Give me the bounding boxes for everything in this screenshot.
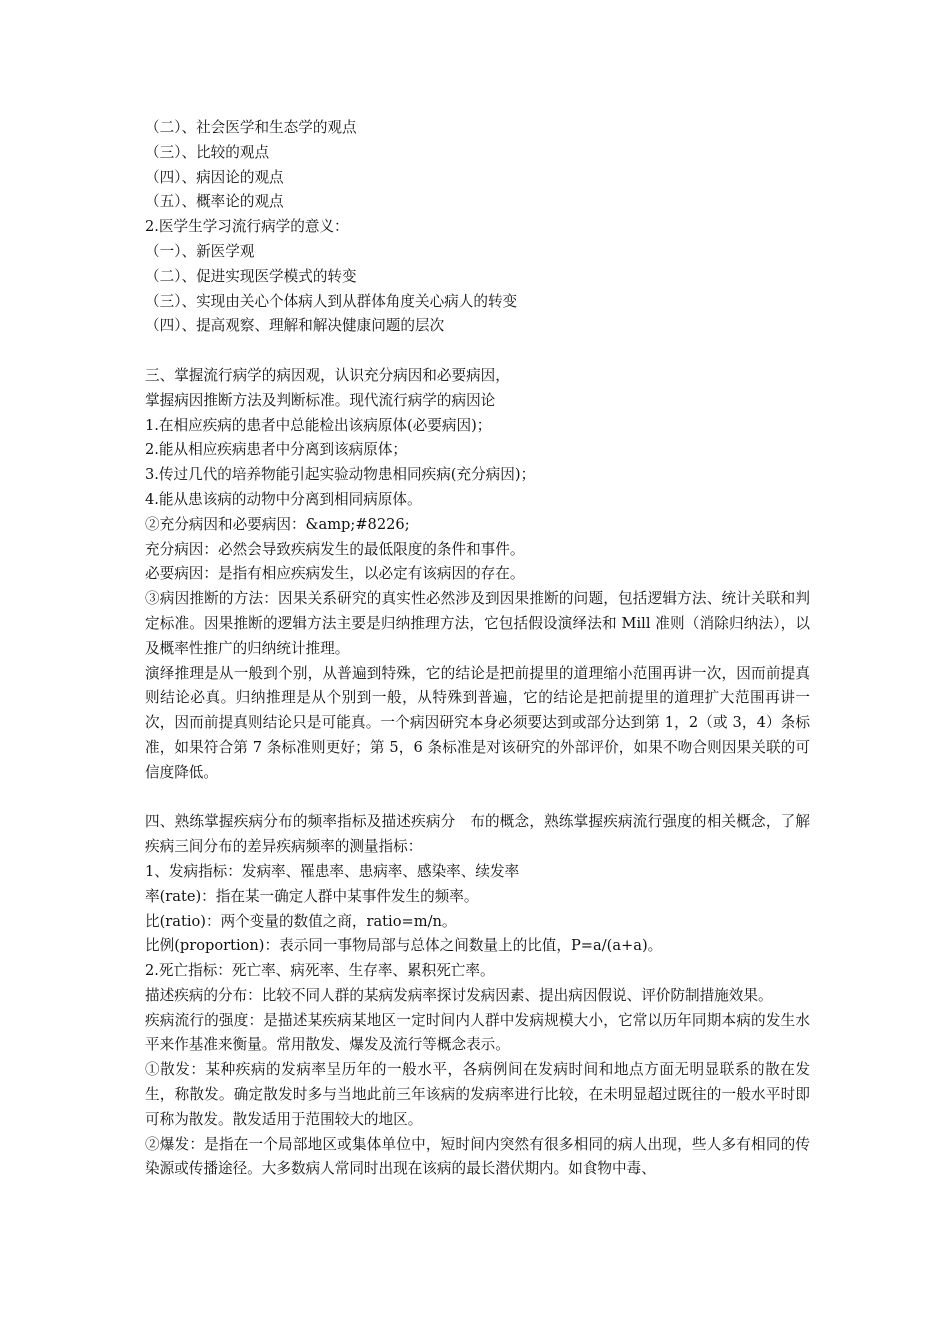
paragraph: 演绎推理是从一般到个别，从普遍到特殊，它的结论是把前提里的道理缩小范围再讲一次，因而前提真则结论必真。归纳推理是从个别到一般，从特殊到普遍，它的结论是把前提里的道理扩大范围再讲一次，因而前提真则结论只是可能真。一个病因研究本身必须要达到或部分达到第 1，2（或 3，4）条标准，如果符合第 7 条标准则更好；第 5，6 条标准是对该研究的外部评价，如果不吻合则因果关联的可信度降低。	[145, 664, 810, 781]
text-line: 4.能从患该病的动物中分离到相同病原体。	[145, 490, 422, 508]
text-line: 2.医学生学习流行病学的意义：	[145, 218, 349, 236]
paragraph: ③病因推断的方法：因果关系研究的真实性必然涉及到因果推断的问题，包括逻辑方法、统计关联和判定标准。因果推断的逻辑方法主要是归纳推理方法，它包括假设演绎法和 Mill 准则（消除归纳法），以及概率性推广的归纳统计推理。	[145, 590, 810, 657]
text-line: 1.在相应疾病的患者中总能检出该病原体(必要病因)；	[145, 416, 492, 434]
text-line: 必要病因：是指有相应疾病发生，以必定有该病因的存在。	[145, 565, 525, 583]
paragraph: 描述疾病的分布：比较不同人群的某病发病率探讨发病因素、提出病因假说、评价防制措施效果。	[145, 986, 773, 1004]
paragraph: ①散发：某种疾病的发病率呈历年的一般水平，各病例间在发病时间和地点方面无明显联系的散在发生，称散发。确定散发时多与当地此前三年该病的发病率进行比较，在未明显超过既往的一般水平时即可称为散发。散发适用于范围较大的地区。	[145, 1061, 810, 1128]
text-line: 比(ratio)：两个变量的数值之商，ratio=m/n。	[145, 912, 457, 930]
text-line: （三）、比较的观点	[145, 143, 270, 161]
section-heading: 掌握病因推断方法及判断标准。现代流行病学的病因论	[145, 391, 496, 409]
section-heading: 三、掌握流行病学的病因观，认识充分病因和必要病因，	[145, 366, 510, 384]
text-line: ②充分病因和必要病因：&amp;#8226;	[145, 515, 410, 533]
text-line: （四）、病因论的观点	[145, 168, 284, 186]
text-line: 率(rate)：指在某一确定人群中某事件发生的频率。	[145, 887, 479, 905]
text-line: （二）、促进实现医学模式的转变	[145, 267, 357, 285]
text-line: 充分病因：必然会导致疾病发生的最低限度的条件和事件。	[145, 540, 525, 558]
paragraph: 疾病流行的强度：是描述某疾病某地区一定时间内人群中发病规模大小，它常以历年同期本病的发生水平来作基准来衡量。常用散发、爆发及流行等概念表示。	[145, 1011, 810, 1054]
paragraph-gap	[145, 339, 810, 364]
text-line: 3.传过几代的培养物能引起实验动物患相同疾病(充分病因)；	[145, 466, 536, 484]
text-line: 2.能从相应疾病患者中分离到该病原体；	[145, 441, 408, 459]
text-line: （二）、社会医学和生态学的观点	[145, 119, 357, 136]
text-line: 1、发病指标：发病率、罹患率、患病率、感染率、续发率	[145, 862, 520, 880]
document-body	[145, 116, 810, 1182]
text-line: 比例(proportion)：表示同一事物局部与总体之间数量上的比值，P=a/(a+a)。	[145, 937, 663, 955]
text-line: 2.死亡指标：死亡率、病死率、生存率、累积死亡率。	[145, 962, 495, 980]
paragraph: ②爆发：是指在一个局部地区或集体单位中，短时间内突然有很多相同的病人出现，些人多有相同的传染源或传播途径。大多数病人常同时出现在该病的最长潜伏期内。如食物中毒、	[145, 1135, 810, 1178]
text-line: （四）、提高观察、理解和解决健康问题的层次	[145, 317, 445, 335]
section-heading: 四、熟练掌握疾病分布的频率指标及描述疾病分 布的概念，熟练掌握疾病流行强度的相关概念，了解疾病三间分布的差异疾病频率的测量指标：	[145, 813, 810, 856]
text-line: （五）、概率论的观点	[145, 193, 284, 211]
paragraph-gap	[145, 786, 810, 811]
text-line: （三）、实现由关心个体病人到从群体角度关心病人的转变	[145, 292, 518, 310]
text-line: （一）、新医学观	[145, 242, 255, 260]
